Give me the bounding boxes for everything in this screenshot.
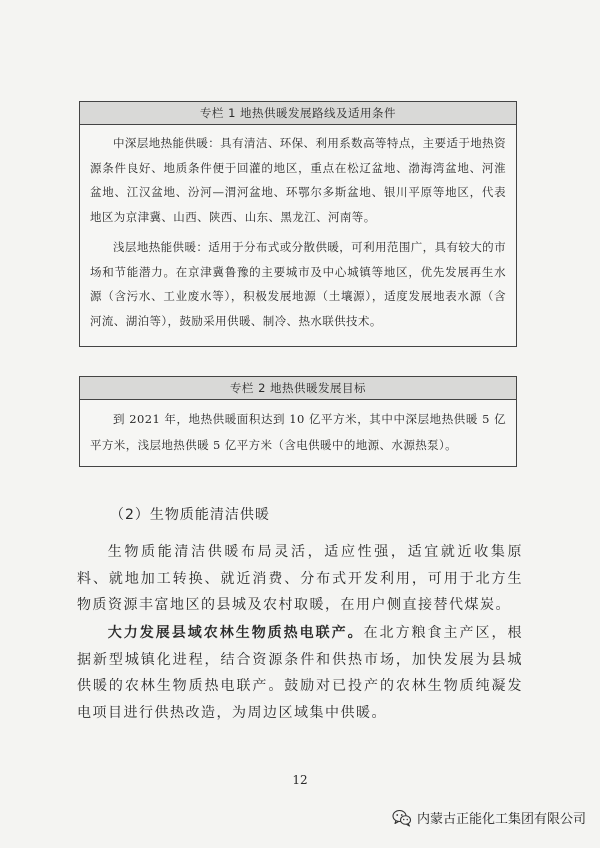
body-paragraph	[77, 620, 523, 726]
page-number: 12	[292, 773, 308, 787]
sidebar-box-2	[79, 376, 517, 467]
watermark	[392, 808, 586, 827]
box-1-paragraph: 浅层地热能供暖：适用于分布式或分散供暖，可利用范围广，具有较大的市场和节能潜力。在京津冀鲁豫的主要城市及中心城镇等地区，优先发展再生水源（含污水、工业废水等），积极发展地源（土壤源），适度发展地表水源（含河流、湖泊等），鼓励采用供暖、制冷、热水联供技术。	[90, 240, 506, 328]
body-paragraph: 生物质能清洁供暖布局灵活，适应性强，适宜就近收集原料、就地加工转换、就近消费、分布式开发利用，可用于北方生物质资源丰富地区的县城及农村取暖，在用户侧直接替代煤炭。	[77, 544, 523, 613]
wechat-icon	[392, 809, 412, 827]
paragraph-lead-bold: 大力发展县域农林生物质热电联产。	[107, 625, 364, 641]
watermark-text: 内蒙古正能化工集团有限公司	[416, 812, 586, 827]
sidebar-box-1	[79, 101, 517, 347]
box-2-title: 专栏 2 地热供暖发展目标	[80, 377, 516, 400]
box-1-title: 专栏 1 地热供暖发展路线及适用条件	[80, 102, 516, 125]
box-1-body	[80, 125, 516, 343]
section-heading: （2）生物质能清洁供暖	[110, 507, 270, 523]
box-2-body	[80, 400, 516, 468]
box-2-paragraph: 到 2021 年，地热供暖面积达到 10 亿平方米，其中中深层地热供暖 5 亿平方米，浅层地热供暖 5 亿平方米（含电供暖中的地源、水源热泵）。	[90, 412, 506, 452]
paragraph-text: 在北方粮食主产区，根据新型城镇化进程，结合资源条件和供热市场，加快发展为县城供暖的农林生物质热电联产。鼓励对已投产的农林生物质纯凝发电项目进行供热改造，为周边区域集中供暖。	[77, 625, 524, 721]
box-1-paragraph: 中深层地热能供暖：具有清洁、环保、利用系数高等特点，主要适于地热资源条件良好、地质条件便于回灌的地区，重点在松辽盆地、渤海湾盆地、河淮盆地、江汉盆地、汾河—渭河盆地、环鄂尔多斯盆地、银川平原等地区，代表地区为京津冀、山西、陕西、山东、黑龙江、河南等。	[90, 136, 506, 224]
